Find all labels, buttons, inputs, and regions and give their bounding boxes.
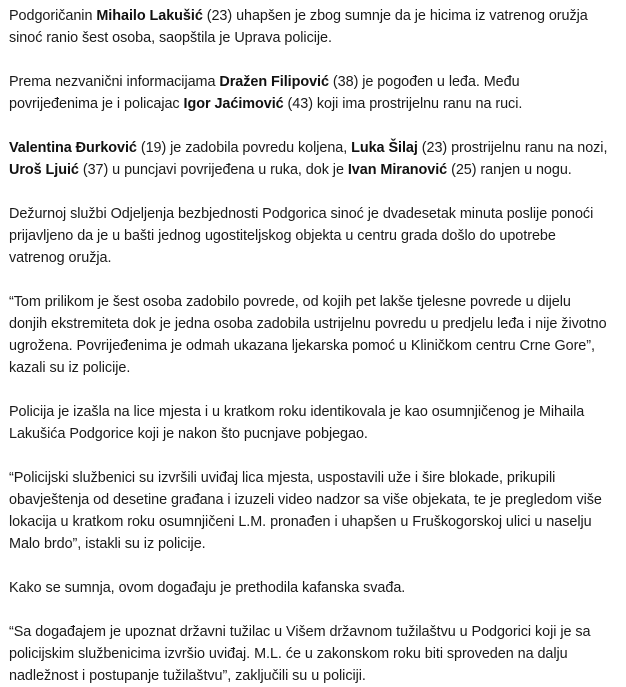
text: (38) je pogođen u leđa. Među povrijeđenima je i policajac	[9, 74, 520, 112]
paragraph-injured-1	[9, 71, 610, 115]
paragraph-report: Dežurnoj službi Odjeljenja bezbjednosti Podgorica sinoć je dvadesetak minuta poslije ponoći prijavljeno da je u bašti jednog ugostiteljskog objekta u centru grada došlo do upotrebe vatrenog oružja.	[9, 206, 594, 266]
paragraph-arrest	[9, 5, 610, 49]
person-name: Dražen Filipović	[219, 74, 329, 90]
text: (25) ranjen u nogu.	[447, 162, 572, 178]
text: (19) je zadobila povredu koljena,	[136, 140, 352, 156]
text: (23) prostrijelnu ranu na nozi,	[417, 140, 608, 156]
person-name: Ivan Miranović	[347, 162, 448, 178]
person-name: Uroš Ljuić	[9, 162, 79, 178]
paragraph-motive: Kako se sumnja, ovom događaju je prethodila kafanska svađa.	[9, 580, 406, 596]
person-name: Valentina Đurković	[9, 140, 137, 156]
person-name: Luka Šilaj	[351, 140, 418, 156]
paragraph-quote-investigation: “Policijski službenici su izvršili uviđaj lica mjesta, uspostavili uže i šire blokade, prikupili obavještenja od desetine građana i izuzeli video nadzor sa više objekata, te je pregledom više lokacija u kratkom roku osumnjičeni L.M. pronađen i uhapšen u Fruškogorskoj ulici u naselju Malo brdo”, istakli su iz policije.	[9, 470, 602, 552]
paragraph-identification: Policija je izašla na lice mjesta i u kratkom roku identikovala je kao osumnjičenog je Mihaila Lakušića Podgorice koji je nakon što pucnjave pobjegao.	[9, 404, 585, 442]
text: (23) uhapšen je zbog sumnje da je hicima iz vatrenog oružja sinoć ranio šest osoba, saopštila je Uprava policije.	[9, 8, 588, 46]
text: (43) koji ima prostrijelnu ranu na ruci.	[283, 96, 523, 112]
paragraph-quote-prosecutor: “Sa događajem je upoznat državni tužilac u Višem državnom tužilaštvu u Podgorici koji je sa policijskim službenicima izvršio uviđaj. M.L. će u zakonskom roku biti sproveden na dalju nadležnost i postupanje tužilaštvu”, zaključili su u policiji.	[9, 624, 591, 684]
text: Podgoričanin	[9, 8, 97, 24]
paragraph-quote-injuries: “Tom prilikom je šest osoba zadobilo povrede, od kojih pet lakše tjelesne povrede u dijelu donjih ekstremiteta dok je jedna osoba zadobila ustrijelnu povredu u predjelu leđa i nije životno ugrožena. Povrijeđenima je odmah ukazana ljekarska pomoć u Kliničkom centru Crne Gore”, kazali su iz policije.	[9, 294, 607, 376]
person-name: Mihailo Lakušić	[96, 8, 203, 24]
text: (37) u puncjavi povrijeđena u ruka, dok je	[78, 162, 348, 178]
text: Prema nezvanični informacijama	[9, 74, 220, 90]
person-name: Igor Jaćimović	[183, 96, 284, 112]
paragraph-injured-2	[9, 137, 610, 181]
